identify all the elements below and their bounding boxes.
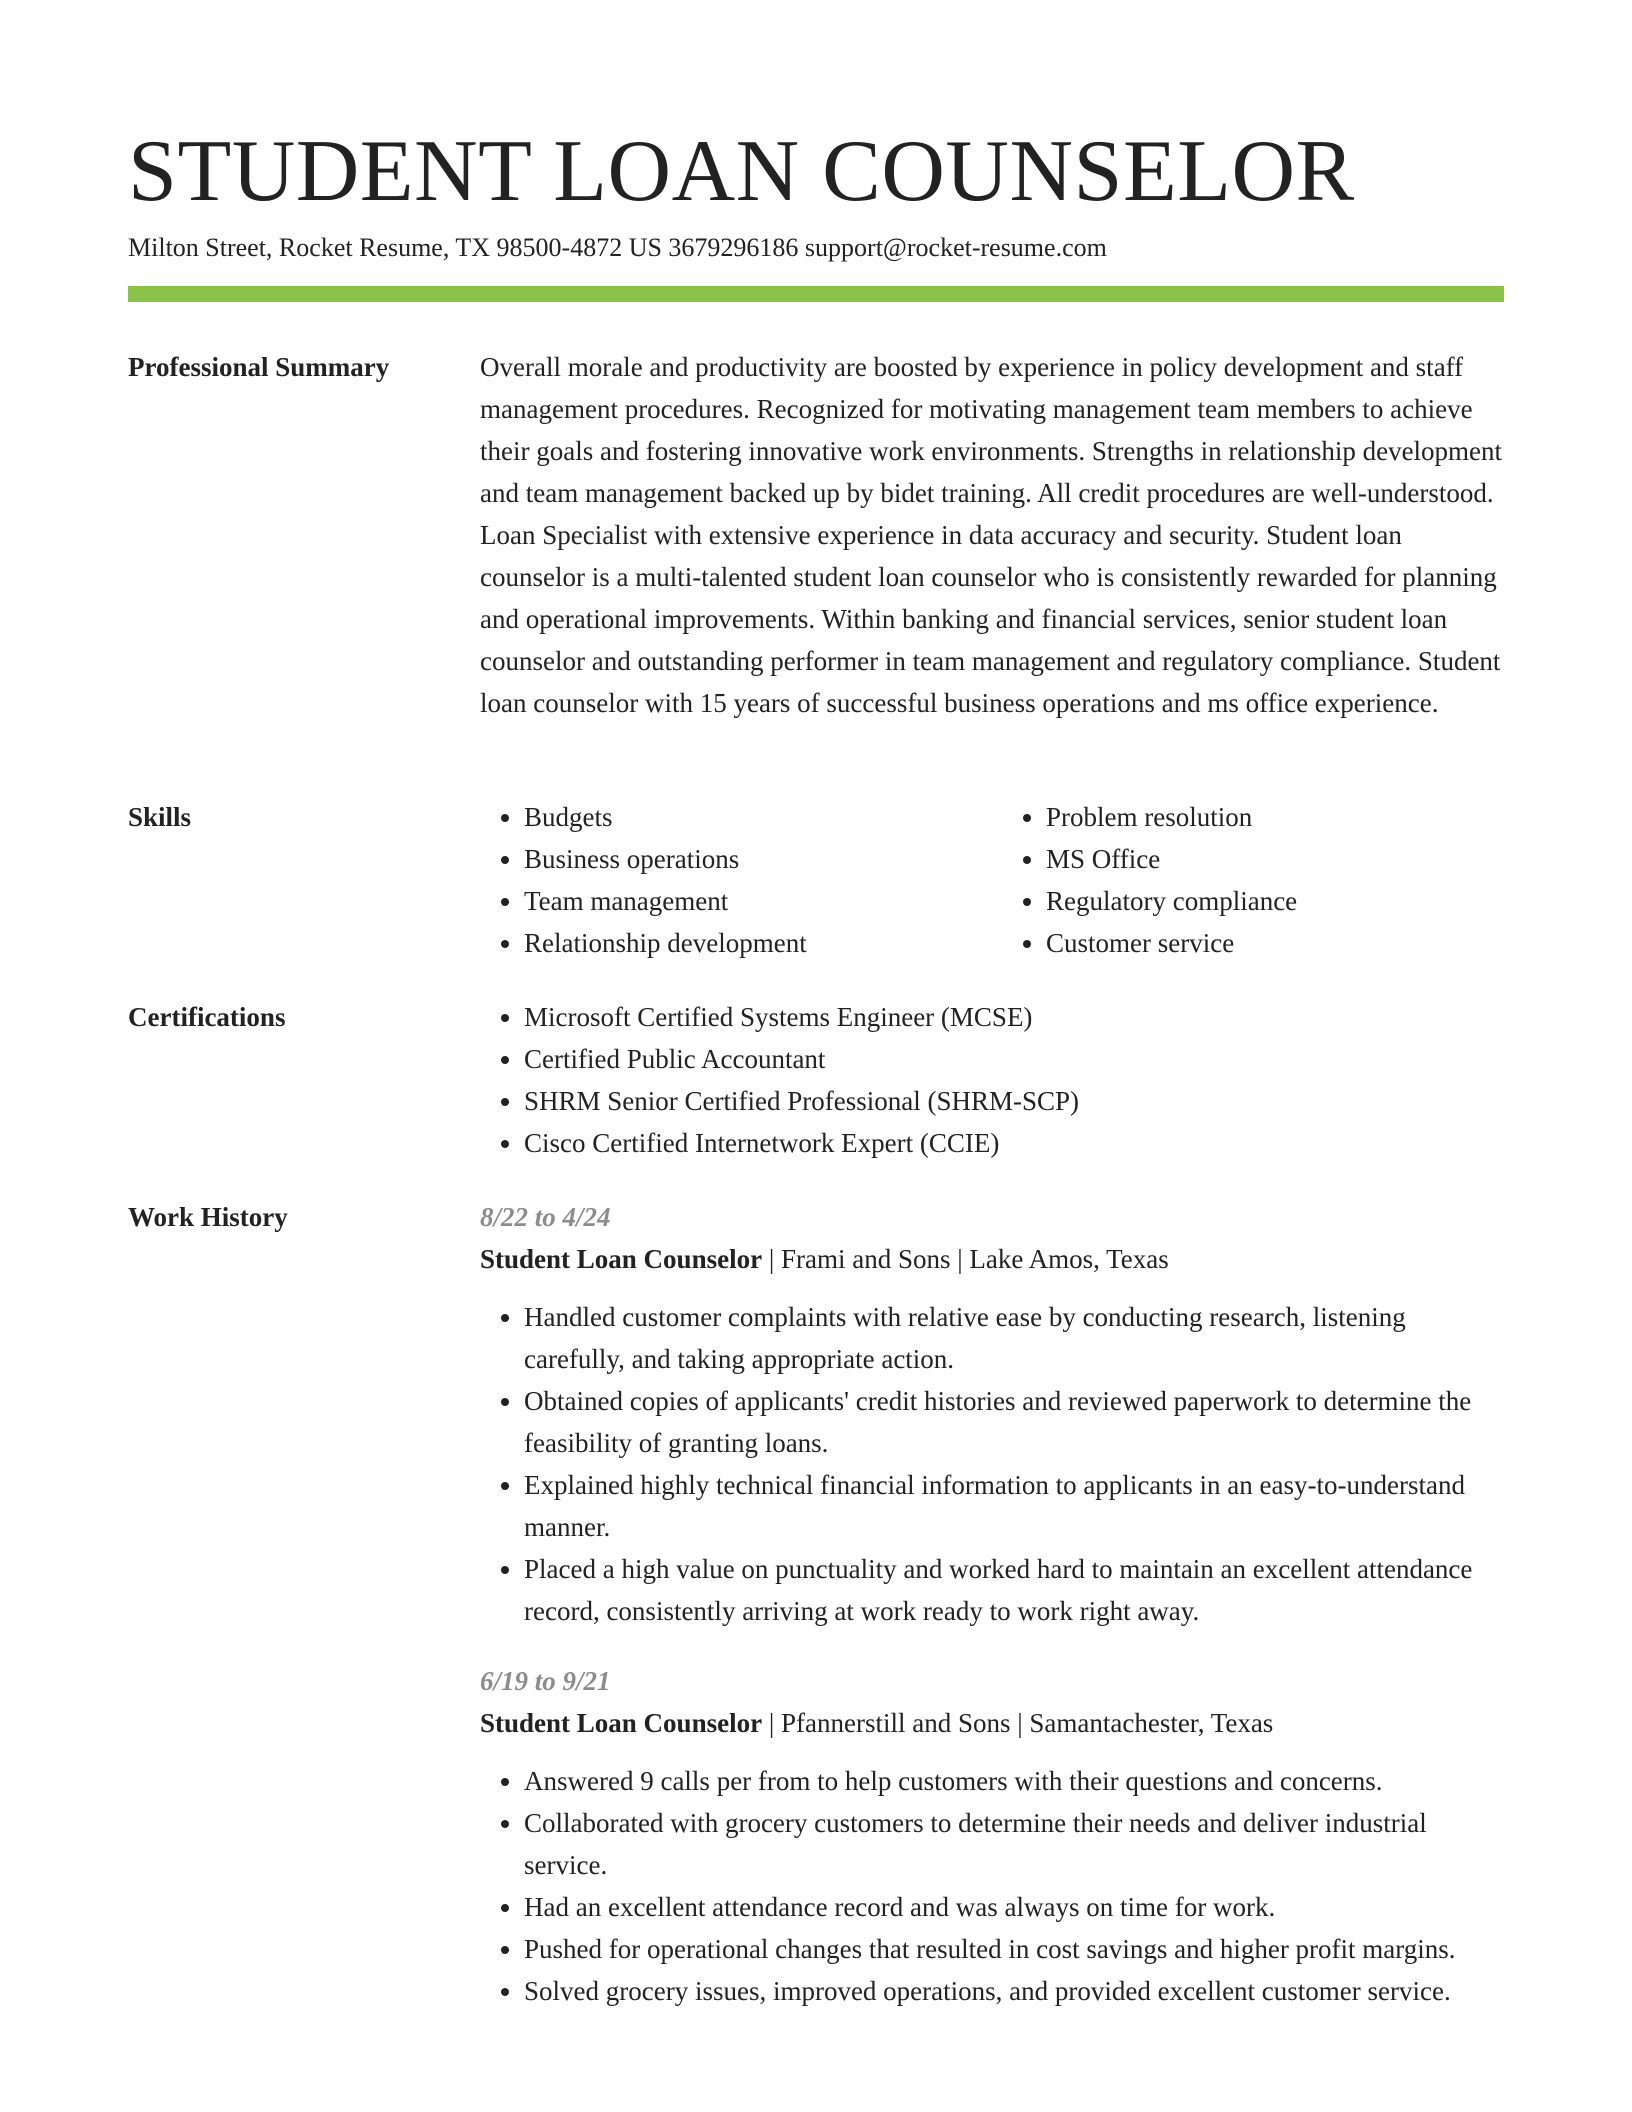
job-dates: 8/22 to 4/24 <box>480 1202 611 1232</box>
contact-info: Milton Street, Rocket Resume, TX 98500-4872 US 3679296186 support@rocket-resume.com <box>128 233 1107 262</box>
job-bullet: • Obtained copies of applicants' credit histories and reviewed paperwork to determine the feasibility of granting loans. <box>524 1380 1504 1464</box>
work-history-heading: Work History <box>128 1202 288 1232</box>
job-employer-location: | Pfannerstill and Sons | Samantachester, Texas <box>762 1708 1274 1738</box>
certification-item: • Certified Public Accountant <box>524 1038 1504 1080</box>
job-title-line <box>480 1702 1504 1744</box>
skill-item: • MS Office <box>1046 838 1504 880</box>
certification-item: • SHRM Senior Certified Professional (SHRM-SCP) <box>524 1080 1504 1122</box>
job-entry <box>480 1660 1504 2012</box>
job-title: Student Loan Counselor <box>480 1708 763 1738</box>
skill-item: • Regulatory compliance <box>1046 880 1504 922</box>
job-bullet: • Pushed for operational changes that resulted in cost savings and higher profit margins. <box>524 1928 1504 1970</box>
work-history-body <box>480 1196 1504 2040</box>
candidate-title: STUDENT LOAN COUNSELOR <box>128 123 1355 220</box>
job-bullets <box>480 1760 1504 2012</box>
job-bullet: • Explained highly technical financial information to applicants in an easy-to-understand manner. <box>524 1464 1504 1548</box>
job-bullets <box>480 1296 1504 1632</box>
skill-item: • Problem resolution <box>1046 796 1504 838</box>
skills-column-1 <box>480 796 982 964</box>
job-bullet: • Had an excellent attendance record and was always on time for work. <box>524 1886 1504 1928</box>
accent-divider <box>128 286 1504 302</box>
certifications-list <box>480 996 1504 1164</box>
summary-heading: Professional Summary <box>128 352 390 382</box>
job-dates: 6/19 to 9/21 <box>480 1666 611 1696</box>
skills-list <box>480 796 1504 964</box>
certification-item: • Microsoft Certified Systems Engineer (MCSE) <box>524 996 1504 1038</box>
job-bullet: • Collaborated with grocery customers to determine their needs and deliver industrial service. <box>524 1802 1504 1886</box>
job-bullet: • Solved grocery issues, improved operations, and provided excellent customer service. <box>524 1970 1504 2012</box>
summary-text: Overall morale and productivity are boosted by experience in policy development and staff management procedures. Recognized for motivating management team members to achieve their goals and fostering innovative work environments. Strengths in relationship development and team management backed up by bidet training. All credit procedures are well-understood. Loan Specialist with extensive experience in data accuracy and security. Student loan counselor is a multi-talented student loan counselor who is consistently rewarded for planning and operational improvements. Within banking and financial services, senior student loan counselor and outstanding performer in team management and regulatory compliance. Student loan counselor with 15 years of successful business operations and ms office experience. <box>480 352 1503 718</box>
skills-heading: Skills <box>128 802 192 832</box>
skill-item: • Budgets <box>524 796 982 838</box>
job-title-line <box>480 1238 1504 1280</box>
job-bullet: • Answered 9 calls per from to help customers with their questions and concerns. <box>524 1760 1504 1802</box>
skill-item: • Relationship development <box>524 922 982 964</box>
certification-item: • Cisco Certified Internetwork Expert (CCIE) <box>524 1122 1504 1164</box>
skill-item: • Team management <box>524 880 982 922</box>
certifications-heading: Certifications <box>128 1002 286 1032</box>
job-title: Student Loan Counselor <box>480 1244 763 1274</box>
skill-item: • Business operations <box>524 838 982 880</box>
job-entry <box>480 1196 1504 1632</box>
job-bullet: • Handled customer complaints with relative ease by conducting research, listening carefully, and taking appropriate action. <box>524 1296 1504 1380</box>
job-employer-location: | Frami and Sons | Lake Amos, Texas <box>762 1244 1169 1274</box>
summary-body <box>480 346 1504 724</box>
job-bullet: • Placed a high value on punctuality and worked hard to maintain an excellent attendance record, consistently arriving at work ready to work right away. <box>524 1548 1504 1632</box>
skills-column-2 <box>1002 796 1504 964</box>
skill-item: • Customer service <box>1046 922 1504 964</box>
